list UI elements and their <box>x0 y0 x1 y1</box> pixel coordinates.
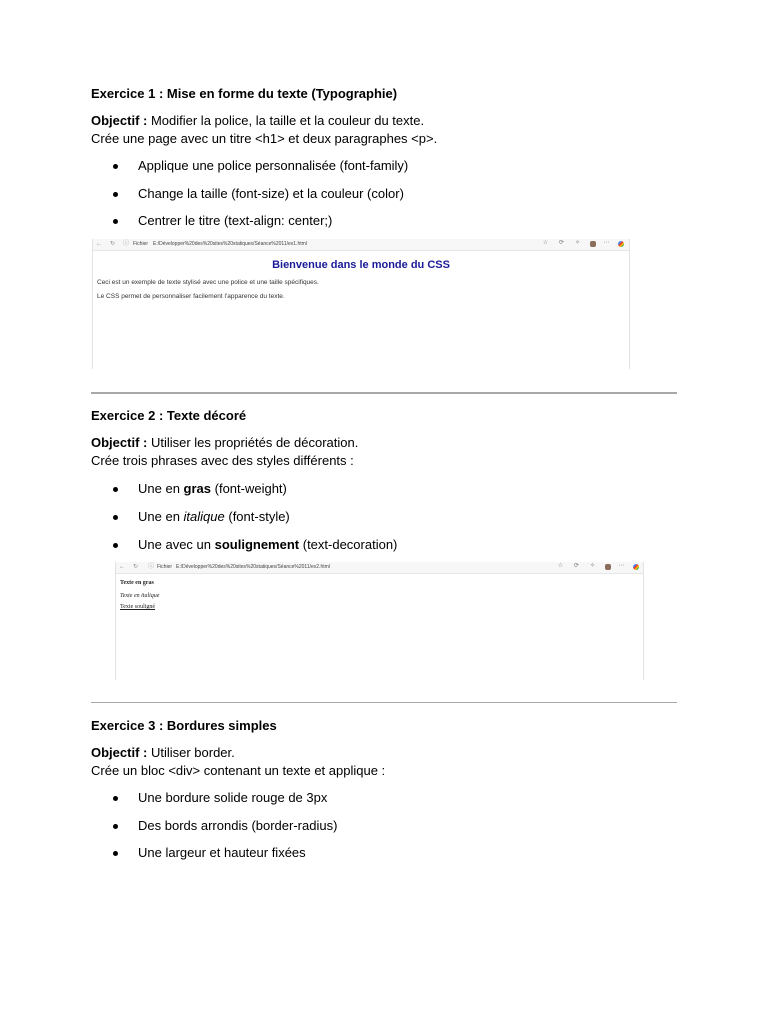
ex3-objectif-text: Utiliser border. <box>147 745 235 760</box>
browser-label: Fichier <box>133 241 149 247</box>
back-icon: ← <box>119 564 125 570</box>
ex2-browser-screenshot <box>115 562 644 680</box>
screenshot-underlined-text: Texte souligné <box>120 604 156 610</box>
ex1-objectif-text: Modifier la police, la taille et la couleur du texte. <box>147 113 425 128</box>
address-bar: E:/Développer%20des%20sites%20statiques/Séance%2011/ex1.html <box>153 241 307 247</box>
menu-icon: ⋯ <box>603 240 610 246</box>
ex1-browser-screenshot <box>92 239 630 369</box>
browser-toolbar <box>116 562 643 574</box>
reload-icon: ↻ <box>110 241 116 247</box>
ex3-heading: Exercice 3 : Bordures simples <box>91 718 277 733</box>
extension-icon: ⟳ <box>573 563 580 569</box>
ex3-objectif <box>91 744 235 762</box>
screenshot-h1: Bienvenue dans le monde du CSS <box>272 259 450 271</box>
document-page: Exercice 1 : Mise en forme du texte (Typographie) Objectif : Modifier la police, la taille et la couleur du texte. Crée une page avec un titre <h1> et deux paragraphes <p>. Applique une police personnalisée (font-family) Change la taille (font-size) et la couleur (color) Centrer le titre (text-align: center;) ← ↻ ⓘ Fichier E:/Développer%20des%20sites%20statiques/Séance%2011/ex1.html ☆ ⟳ ✧ ⋯ Bienvenue dans le monde du CSS Ceci est un exemple de texte stylisé avec une police et une taille spécifiques. Le CSS permet de personnaliser facilement l'apparence du texte. Exercice 2 : Texte décoré Objectif : Utiliser les propriétés de décoration. Crée trois phrases avec des styles différents : Une en gras (font-weight) Une en italique (font-style) Une avec un soulignement (text-decoration) ← ↻ ⓘ Fichier E:/Développer%20des%20sites%20statiques/Séance%2011/ex2.html ☆ ⟳ ✧ ⋯ Texte en gras Texte en italique Texte souligné Exercice 3 : Bordures simples Objectif : Utiliser border. Crée un bloc <div> contenant un texte et applique : Une bordure solide rouge de 3px Des bords arrondis (border-radius) Une largeur et hauteur fixées <box>0 0 768 1024</box>
ex1-objectif-label: Objectif : <box>91 113 148 128</box>
section-divider <box>91 392 677 394</box>
bullet-icon <box>113 487 118 492</box>
ex2-objectif <box>91 434 358 452</box>
reload-icon: ↻ <box>133 564 139 570</box>
bullet-icon <box>113 543 118 548</box>
menu-icon: ⋯ <box>618 563 625 569</box>
bullet-icon <box>113 219 118 224</box>
ex1-heading: Exercice 1 : Mise en forme du texte (Typographie) <box>91 86 398 101</box>
star-icon: ☆ <box>557 563 564 569</box>
screenshot-bold-text: Texte en gras <box>120 580 154 586</box>
ex2-heading: Exercice 2 : Texte décoré <box>91 408 247 423</box>
bold-word: soulignement <box>214 537 300 552</box>
section-divider <box>91 702 677 703</box>
extension-icon: ⟳ <box>558 240 565 246</box>
ex3-objectif-label: Objectif : <box>91 745 148 760</box>
back-icon: ← <box>96 241 102 247</box>
bullet-icon <box>113 796 118 801</box>
ex2-objectif-label: Objectif : <box>91 435 148 450</box>
screenshot-italic-text: Texte en italique <box>120 593 160 599</box>
extension-icon: ✧ <box>574 240 581 246</box>
screenshot-paragraph: Ceci est un exemple de texte stylisé avec une police et une taille spécifiques. <box>97 279 319 286</box>
bullet-icon <box>113 192 118 197</box>
ex2-objectif-text: Utiliser les propriétés de décoration. <box>147 435 359 450</box>
avatar <box>605 564 611 570</box>
ex3-instructions: Crée un bloc <div> contenant un texte et applique : <box>91 763 386 778</box>
bold-word: gras <box>183 481 212 496</box>
address-bar: E:/Développer%20des%20sites%20statiques/Séance%2011/ex2.html <box>176 564 330 570</box>
bullet-icon <box>113 824 118 829</box>
bullet-icon <box>113 515 118 520</box>
info-icon: ⓘ <box>123 241 130 247</box>
browser-label: Fichier <box>157 564 173 570</box>
bullet-icon <box>113 164 118 169</box>
italic-word: italique <box>183 509 225 524</box>
extension-icon: ✧ <box>589 563 596 569</box>
ex1-objectif <box>91 112 424 130</box>
screenshot-paragraph: Le CSS permet de personnaliser facilement l'apparence du texte. <box>97 293 285 300</box>
profile-icon <box>633 564 639 570</box>
ex2-instructions: Crée trois phrases avec des styles différents : <box>91 453 354 468</box>
info-icon: ⓘ <box>148 564 155 570</box>
star-icon: ☆ <box>542 240 549 246</box>
bullet-icon <box>113 851 118 856</box>
ex1-instructions: Crée une page avec un titre <h1> et deux paragraphes <p>. <box>91 131 438 146</box>
browser-toolbar <box>93 239 629 251</box>
profile-icon <box>618 241 624 247</box>
avatar <box>590 241 596 247</box>
